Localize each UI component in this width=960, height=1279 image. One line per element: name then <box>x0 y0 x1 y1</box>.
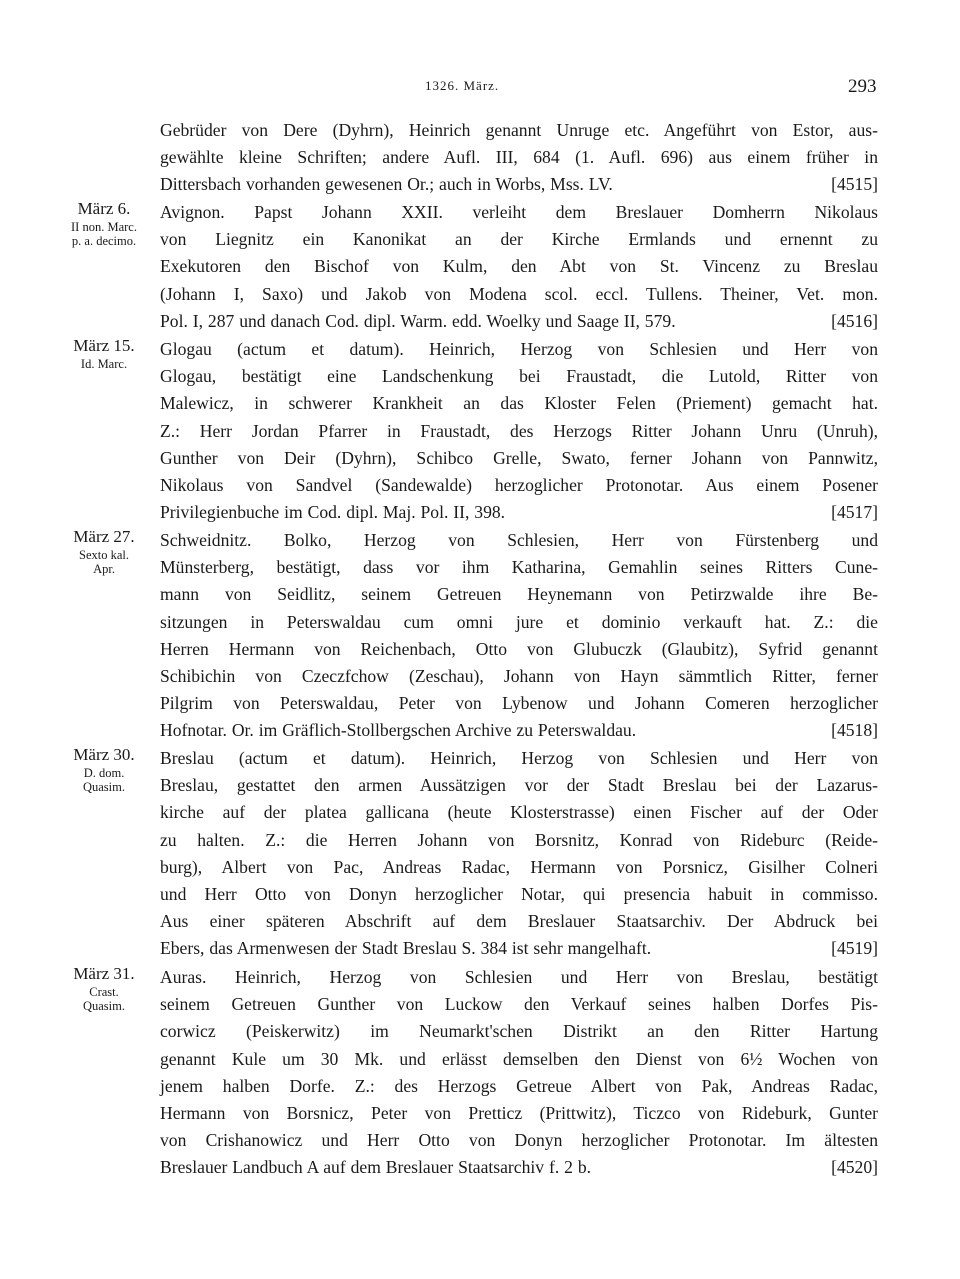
text-line: von Liegnitz ein Kanonikat an der Kirche Ermlands und ernennt zu <box>160 229 878 250</box>
roman-date: Id. Marc. <box>80 357 128 371</box>
text-line: genannt Kule um 30 Mk. und erlässt demselben den Dienst von 6½ Wochen von <box>160 1048 878 1069</box>
text-line: (Johann I, Saxo) und Jakob von Modena scol. eccl. Tullens. Theiner, Vet. mon. <box>160 283 878 304</box>
roman-date: Apr. <box>93 562 115 576</box>
text-line: Gunther von Deir (Dyhrn), Schibco Grelle, Swato, ferner Johann von Pannwitz, <box>160 447 878 468</box>
entry-date: März 27. <box>73 527 135 546</box>
entry-number: [4515] <box>831 174 878 195</box>
margin-date <box>56 199 152 248</box>
text-line: Exekutoren den Bischof von Kulm, den Abt von St. Vincenz zu Breslau <box>160 256 878 277</box>
text-line: seinem Getreuen Gunther von Luckow den Verkauf seines halben Dorfes Pis- <box>160 994 878 1015</box>
entry-date: März 31. <box>73 964 135 983</box>
roman-date: p. a. decimo. <box>71 234 137 248</box>
text-line: Breslau, gestattet den armen Aussätzigen vor der Stadt Breslau bei der Lazarus- <box>160 775 878 796</box>
text-line: Nikolaus von Sandvel (Sandewalde) herzoglicher Protonotar. Aus einem Posener <box>160 474 878 495</box>
text-line: mann von Seidlitz, seinem Getreuen Heynemann von Petirzwalde ihre Be- <box>160 584 878 605</box>
roman-date: Quasim. <box>82 999 125 1013</box>
text-line: sitzungen in Peterswaldau cum omni jure et dominio verkauft hat. Z.: die <box>160 611 878 632</box>
text-line: und Herr Otto von Donyn herzoglicher Notar, qui presencia habuit in commisso. <box>160 883 878 904</box>
text-line: Glogau (actum et datum). Heinrich, Herzog von Schlesien und Herr von <box>160 339 878 359</box>
entry-body <box>160 745 878 963</box>
entry-body <box>160 117 878 199</box>
entry-body <box>160 527 878 745</box>
entry-body <box>160 964 878 1182</box>
margin-date <box>56 745 152 794</box>
text-line: Breslau (actum et datum). Heinrich, Herzog von Schlesien und Herr von <box>160 748 878 768</box>
text-line: Dittersbach vorhanden gewesenen Or.; auch in Worbs, Mss. LV. [4515] <box>160 171 878 198</box>
text-line: Schweidnitz. Bolko, Herzog von Schlesien, Herr von Fürstenberg und <box>160 530 878 550</box>
entry-date: März 6. <box>77 199 131 218</box>
text-line: Auras. Heinrich, Herzog von Schlesien und Herr von Breslau, bestätigt <box>160 967 878 987</box>
text-line: Münsterberg, bestätigt, dass vor ihm Katharina, Gemahlin seines Ritters Cune- <box>160 557 878 578</box>
roman-date: Crast. <box>89 985 119 999</box>
text-line: Aus einer späteren Abschrift auf dem Breslauer Staatsarchiv. Der Abdruck bei <box>160 911 878 932</box>
entry-number: [4516] <box>831 310 878 331</box>
page-number: 293 <box>848 76 877 97</box>
text-line: von Crishanowicz und Herr Otto von Donyn herzoglicher Protonotar. Im ältesten <box>160 1130 878 1151</box>
text-line: Hermann von Borsnicz, Peter von Pretticz (Prittwitz), Ticzco von Rideburk, Gunter <box>160 1102 878 1123</box>
margin-date <box>56 336 152 371</box>
entry-date: März 30. <box>73 745 135 764</box>
text-line: corwicz (Peiskerwitz) im Neumarkt'schen Distrikt an den Ritter Hartung <box>160 1021 878 1042</box>
roman-date: Quasim. <box>82 780 125 794</box>
text-line: Avignon. Papst Johann XXII. verleiht dem Breslauer Domherrn Nikolaus <box>160 202 878 222</box>
entry-date: März 15. <box>73 336 135 355</box>
text-line: Pilgrim von Peterswaldau, Peter von Lybenow und Johann Comeren herzoglicher <box>160 693 878 714</box>
text-line: Schibichin von Czeczfchow (Zeschau), Johann von Hayn sämmtlich Ritter, ferner <box>160 665 878 686</box>
entry-number: [4520] <box>831 1157 878 1178</box>
entry-body <box>160 336 878 526</box>
entry-body <box>160 199 878 335</box>
running-header: 1326. März. <box>425 78 500 93</box>
roman-date: II non. Marc. <box>71 220 137 234</box>
text-line: Malewicz, in schwerer Krankheit an das Kloster Felen (Priement) gemacht hat. <box>160 393 878 414</box>
entry-number: [4518] <box>831 720 878 741</box>
margin-date <box>56 527 152 576</box>
roman-date: Sexto kal. <box>79 548 129 562</box>
text-line: Hofnotar. Or. im Gräflich-Stollbergschen Archive zu Peterswaldau. [4518] <box>160 717 878 744</box>
margin-date <box>56 964 152 1013</box>
text-line: burg), Albert von Pac, Andreas Radac, Hermann von Porsnicz, Gisilher Colneri <box>160 856 878 877</box>
text-line: zu halten. Z.: die Herren Johann von Borsnitz, Konrad von Rideburc (Reide- <box>160 829 878 850</box>
text-line: Herren Hermann von Reichenbach, Otto von Glubuczk (Glaubitz), Syfrid genannt <box>160 638 878 659</box>
text-line: Glogau, bestätigt eine Landschenkung bei Fraustadt, die Lutold, Ritter von <box>160 366 878 387</box>
entry-number: [4517] <box>831 502 878 523</box>
text-line: Pol. I, 287 und danach Cod. dipl. Warm. edd. Woelky und Saage II, 579. [4516] <box>160 308 878 335</box>
text-line: kirche auf der platea gallicana (heute Klosterstrasse) einen Fischer auf der Oder <box>160 802 878 823</box>
text-line: gewählte kleine Schriften; andere Aufl. III, 684 (1. Aufl. 696) aus einem früher in <box>160 147 878 168</box>
text-line: Privilegienbuche im Cod. dipl. Maj. Pol. II, 398. [4517] <box>160 499 878 526</box>
text-line: Gebrüder von Dere (Dyhrn), Heinrich genannt Unruge etc. Angeführt von Estor, aus- <box>160 120 878 140</box>
text-line: Z.: Herr Jordan Pfarrer in Fraustadt, des Herzogs Ritter Johann Unru (Unruh), <box>160 420 878 441</box>
roman-date: D. dom. <box>83 766 125 780</box>
text-line: Breslauer Landbuch A auf dem Breslauer Staatsarchiv f. 2 b. [4520] <box>160 1154 878 1181</box>
text-line: jenem halben Dorfe. Z.: des Herzogs Getreue Albert von Pak, Andreas Radac, <box>160 1075 878 1096</box>
entry-number: [4519] <box>831 938 878 959</box>
text-line: Ebers, das Armenwesen der Stadt Breslau S. 384 ist sehr mangelhaft. [4519] <box>160 935 878 962</box>
